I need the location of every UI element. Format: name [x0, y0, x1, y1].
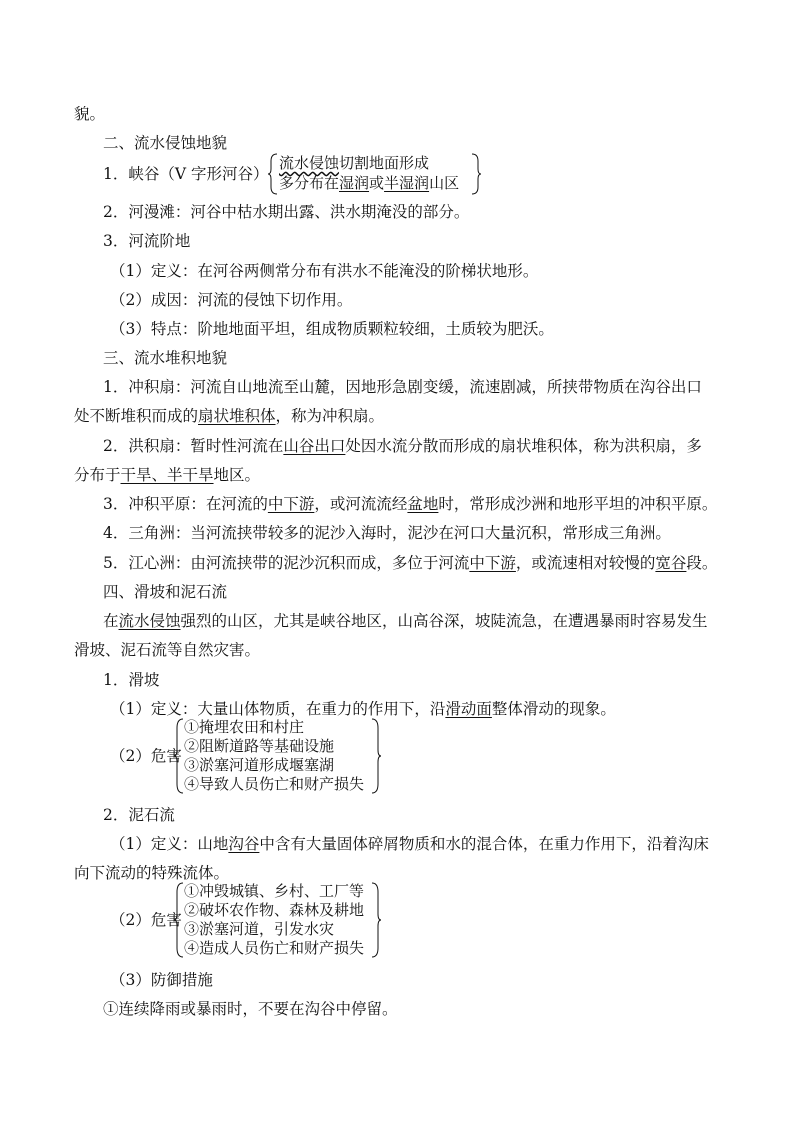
text-line: ①连续降雨或暴雨时，不要在沟谷中停留。	[103, 1000, 398, 1018]
list-item: ④导致人员伤亡和财产损失	[184, 775, 365, 793]
text-line: 2．泥石流	[103, 806, 175, 824]
text-line: 在流水侵蚀强烈的山区，尤其是峡谷地区，山高谷深，坡陡流急，在遭遇暴雨时容易发生	[103, 612, 708, 630]
list-item: ④造成人员伤亡和财产损失	[184, 939, 365, 957]
right-brace-icon	[371, 882, 381, 958]
text-line: 3．冲积平原：在河流的中下游，或河流流经盆地时，常形成沙洲和地形平坦的冲积平原。	[103, 495, 718, 513]
text-line: （1）定义：在河谷两侧常分布有洪水不能淹没的阶梯状地形。	[110, 262, 539, 280]
text-line: 4．三角洲：当河流挟带较多的泥沙入海时，泥沙在河口大量沉积，常形成三角洲。	[103, 524, 671, 542]
text-line: 滑坡、泥石流等自然灾害。	[74, 641, 261, 659]
text-line: 分布于干旱、半干旱地区。	[74, 466, 261, 484]
gorge-point-2: 多分布在湿润或半湿润山区	[279, 174, 460, 192]
left-brace-icon	[268, 153, 278, 195]
list-item: ①掩埋农田和村庄	[184, 718, 305, 736]
gorge-point-1: 流水侵蚀切割地面形成	[279, 154, 430, 172]
left-brace-icon	[174, 882, 184, 958]
text-line: 5．江心洲：由河流挟带的泥沙沉积而成，多位于河流中下游，或流速相对较慢的宽谷段。	[103, 554, 718, 572]
list-item: ②阻断道路等基础设施	[184, 737, 335, 755]
list-item: ③淤塞河道，引发水灾	[184, 920, 335, 938]
text-line: 2．洪积扇：暂时性河流在山谷出口处因水流分散而形成的扇状堆积体，称为洪积扇，多	[103, 437, 702, 455]
section-heading-erosion: 二、流水侵蚀地貌	[103, 134, 228, 152]
right-brace-icon	[371, 718, 381, 794]
text-line: 3．河流阶地	[103, 232, 191, 250]
text-line: 向下流动的特殊流体。	[74, 864, 230, 882]
text-line: 2．河漫滩：河谷中枯水期出露、洪水期淹没的部分。	[103, 203, 470, 221]
text-line: 貌。	[74, 105, 106, 123]
text-line: （1）定义：山地沟谷中含有大量固体碎屑物质和水的混合体，在重力作用下，沿着沟床	[110, 835, 709, 853]
list-item: ②破坏农作物、森林及耕地	[184, 901, 365, 919]
left-brace-icon	[174, 718, 184, 794]
text-line: （3）防御措施	[110, 971, 213, 989]
text-line: （1）定义：大量山体物质，在重力的作用下，沿滑动面整体滑动的现象。	[110, 700, 616, 718]
section-heading-deposition: 三、流水堆积地貌	[103, 349, 228, 367]
text-line: （2）成因：河流的侵蚀下切作用。	[110, 291, 353, 309]
text-line: 处不断堆积而成的扇状堆积体，称为冲积扇。	[74, 407, 385, 425]
list-item: ③淤塞河道形成堰塞湖	[184, 756, 335, 774]
section-heading-hazards: 四、滑坡和泥石流	[103, 583, 228, 601]
gorge-label: 1．峡谷（V 字形河谷）	[103, 165, 269, 183]
list-item: ①冲毁城镇、乡村、工厂等	[184, 882, 365, 900]
text-line: 1．滑坡	[103, 671, 160, 689]
text-line: 1．冲积扇：河流自山地流至山麓，因地形急剧变缓，流速剧减，所挟带物质在沟谷出口	[103, 378, 702, 396]
flow-harm-label: （2）危害	[110, 911, 182, 929]
slide-harm-label: （2）危害	[110, 747, 182, 765]
text-line: （3）特点：阶地地面平坦，组成物质颗粒较细，土质较为肥沃。	[110, 320, 554, 338]
right-brace-icon	[471, 153, 481, 195]
